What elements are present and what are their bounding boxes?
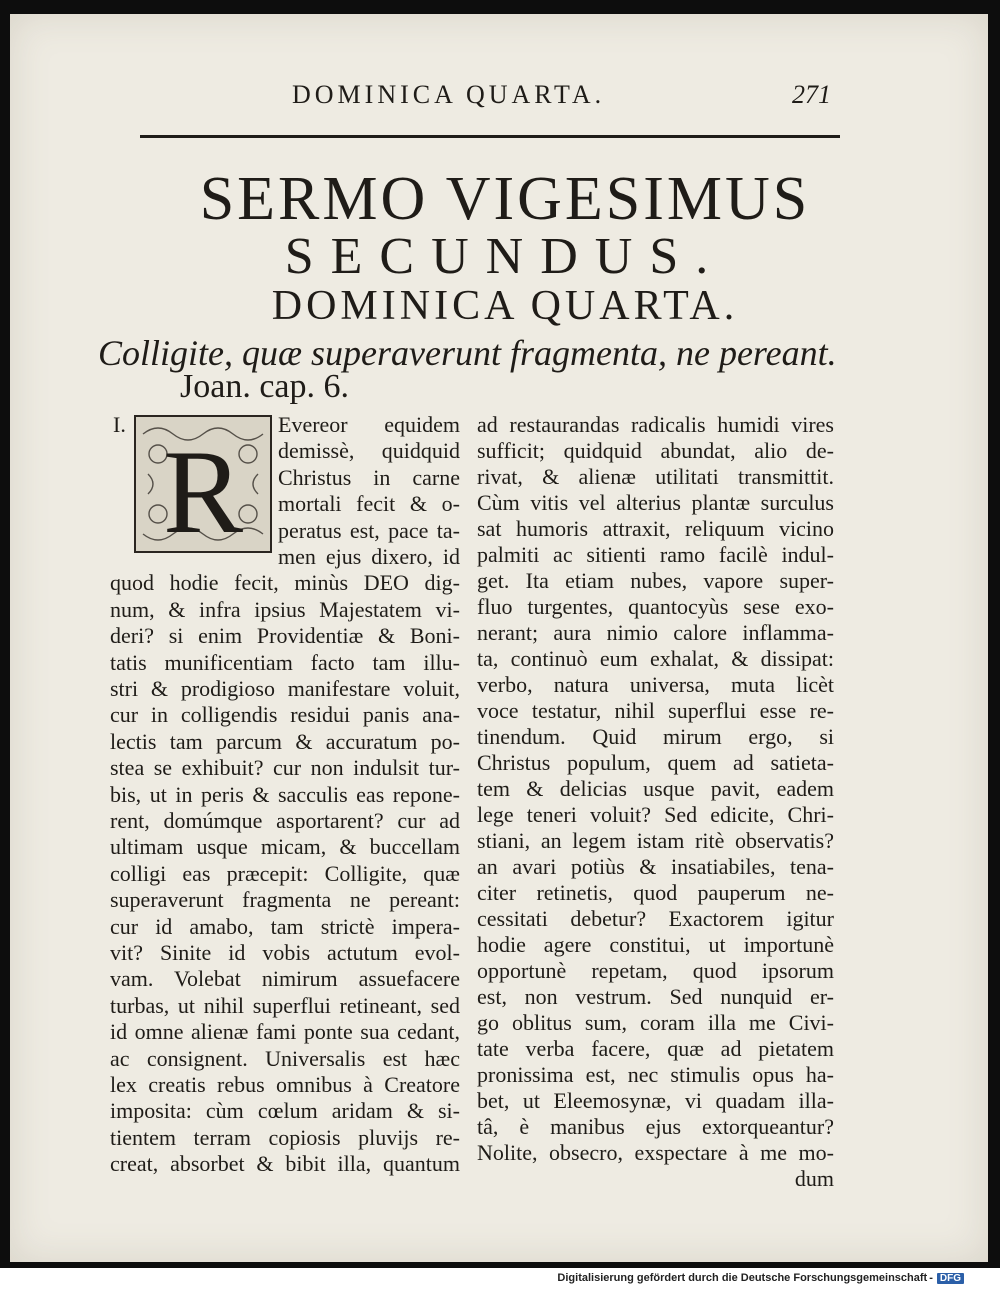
left-column-line: stea se exhibuit? cur non indulsit tur-	[110, 755, 460, 781]
epigraph: Colligite, quæ superaverunt fragmenta, ne pereant.	[98, 333, 837, 373]
right-column-line: dum	[794, 1166, 834, 1191]
dfg-logo: DFG	[937, 1273, 964, 1284]
left-column-line: ac consignent. Universalis est hæc	[110, 1045, 460, 1071]
right-column-line: tâ, è manibus ejus extorqueantur?	[477, 1114, 834, 1139]
left-column-line: deri? si enim Providentiæ & Boni-	[110, 623, 460, 649]
left-column-line: turbas, ut nihil superflui retineant, sed	[110, 992, 460, 1018]
right-column-line: est, non vestrum. Sed nunquid er-	[477, 984, 834, 1009]
right-column-line: palmiti ac sitienti ramo facilè indul-	[477, 542, 834, 567]
right-column-line: go oblitus sum, coram illa me Civi-	[477, 1010, 834, 1035]
right-column-line: fluo turgentes, quantocyùs sese exo-	[477, 594, 834, 619]
left-column-line: peratus est, pace ta-	[278, 517, 460, 543]
right-column-line: tem & delicias usque pavit, eadem	[477, 776, 834, 801]
right-column-line: lege teneri voluit? Sed edicite, Chri-	[477, 802, 834, 827]
book-page	[10, 14, 988, 1262]
left-column-line: demissè, quidquid	[278, 438, 460, 464]
credit-separator: -	[929, 1272, 933, 1284]
left-column-line: Evereor equidem	[278, 412, 460, 437]
left-column-line: id omne alienæ fami ponte sua cedant,	[110, 1019, 460, 1045]
left-column-line: colligi eas præcepit: Colligite, quæ	[110, 860, 460, 886]
initial-letter: R	[162, 425, 244, 556]
right-column-line: stiani, an legem istam ritè observatis?	[477, 828, 834, 853]
right-column-line: get. Ita etiam nubes, vapore super-	[477, 568, 834, 593]
left-column-line: men ejus dixero, id	[278, 544, 460, 569]
right-column-line: ta, continuò eum exhalat, & dissipat:	[477, 646, 834, 671]
left-column-line: vam. Volebat nimirum assuefacere	[110, 966, 460, 992]
left-column-line: tientem terram copiosis pluvijs re-	[110, 1124, 460, 1150]
right-column-line: sat humoris attraxit, reliquum vicino	[477, 516, 834, 541]
right-column-line: Christus populum, quem ad satieta-	[477, 750, 834, 775]
right-column-line: an avari potiùs & insatiabiles, tena-	[477, 854, 834, 879]
page-number: 271	[792, 80, 831, 109]
left-column-line: lex creatis rebus omnibus à Creatore	[110, 1072, 460, 1097]
left-column-line: stri & prodigioso manifestare voluit,	[110, 676, 460, 701]
right-column-line: opportunè repetam, quod ipsorum	[477, 958, 834, 983]
left-column-line: vit? Sinite id vobis actutum evol-	[110, 940, 460, 965]
left-column-line: rent, domúmque asportarent? cur ad	[110, 808, 460, 833]
left-column-line: imposita: cùm cœlum aridam & si-	[110, 1098, 460, 1124]
header-rule	[140, 135, 840, 138]
right-column-line: bet, ut Eleemosynæ, vi quadam illa-	[477, 1088, 834, 1113]
left-column-line: cur in colligendis residui panis ana-	[110, 702, 460, 728]
decorated-initial	[123, 414, 273, 556]
left-column-line: cur id amabo, tam strictè impera-	[110, 913, 460, 939]
right-column-line: rivat, & alienæ utilitati transmittit.	[477, 464, 834, 489]
right-column-line: citer retinetis, quod pauperum ne-	[477, 880, 834, 905]
right-column-line: nerant; aura nimio calore inflamma-	[477, 620, 834, 645]
left-column-line: creat, absorbet & bibit illa, quantum	[110, 1151, 460, 1177]
right-column-line: tinendum. Quid mirum ergo, si	[477, 724, 834, 749]
left-column-line: Christus in carne	[278, 464, 460, 490]
right-column-line: cessitati debetur? Exactorem igitur	[477, 906, 834, 931]
left-column-line: tatis munificentiam facto tam illu-	[110, 649, 460, 675]
right-column-line: Cùm vitis vel alterius plantæ surculus	[477, 490, 834, 515]
left-column-line: superaverunt fragmenta ne pereant:	[110, 887, 460, 913]
credit-text: Digitalisierung gefördert durch die Deutsche Forschungsgemeinschaft	[557, 1272, 928, 1284]
left-column-line: lectis tam parcum & accuratum po-	[110, 728, 460, 754]
right-column-line: hodie agere constitui, ut importunè	[477, 932, 834, 957]
sermon-subtitle: DOMINICA QUARTA.	[271, 283, 739, 329]
right-column-line: ad restaurandas radicalis humidi vires	[477, 412, 834, 437]
digitization-credit	[557, 1272, 964, 1284]
scripture-reference: Joan. cap. 6.	[180, 368, 350, 405]
sermon-title-line-2: SECUNDUS.	[284, 228, 726, 285]
left-column-line: num, & infra ipsius Majestatem vi-	[110, 596, 460, 622]
paragraph-number: I.	[113, 412, 126, 437]
left-column-line: bis, ut in peris & sacculis eas repone-	[110, 781, 460, 807]
left-column-line: ultimam usque micam, & buccellam	[110, 834, 460, 860]
right-column-line: tate verba facere, quæ ad pietatem	[477, 1036, 834, 1061]
left-column-line: mortali fecit & o-	[278, 491, 460, 517]
right-column-line: pronissima est, nec stimulis opus ha-	[477, 1062, 834, 1087]
right-column-line: verbo, natura universa, muta licèt	[477, 672, 834, 697]
left-column-line: quod hodie fecit, minùs DEO dig-	[110, 570, 460, 596]
right-column-line: sufficit; quidquid abundat, alio de-	[477, 438, 834, 463]
sermon-title-line-1: SERMO VIGESIMUS	[199, 165, 811, 233]
right-column-line: Nolite, obsecro, exspectare à me mo-	[477, 1140, 834, 1165]
right-column-line: voce testatur, nihil superflui esse re-	[477, 698, 834, 723]
running-title: DOMINICA QUARTA.	[292, 80, 606, 109]
